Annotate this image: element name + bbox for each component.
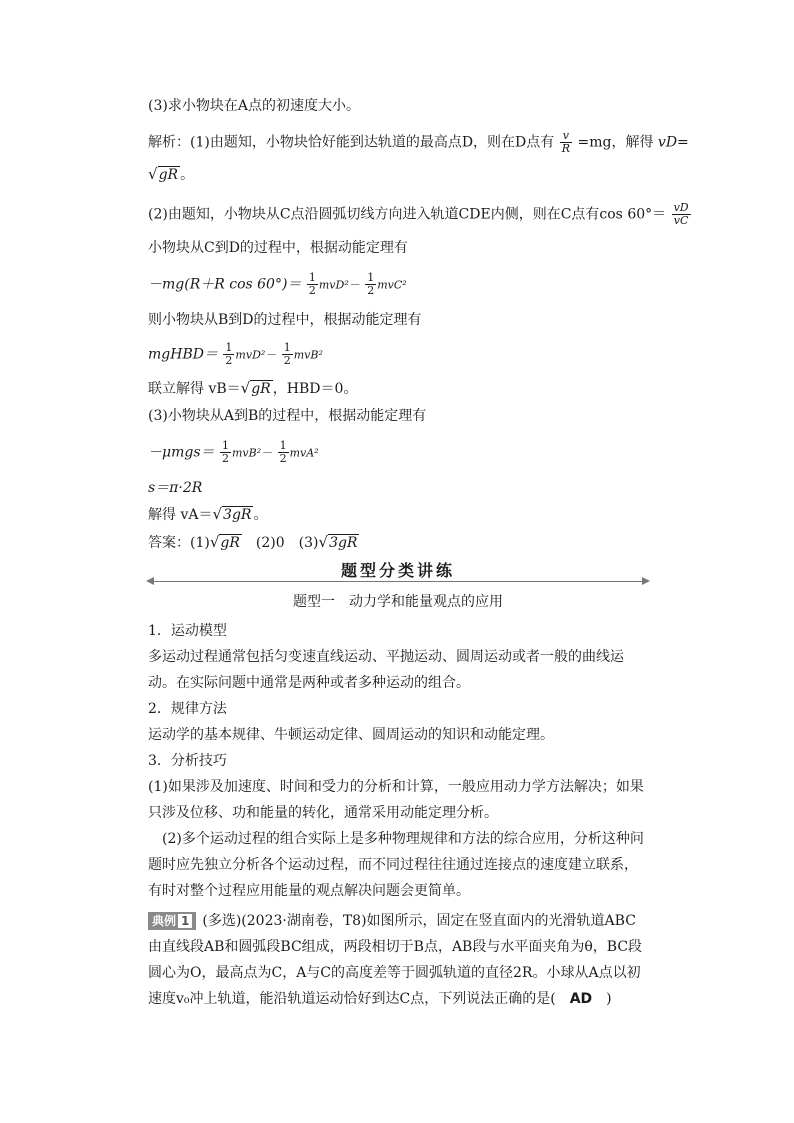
term: mvB²－ — [231, 446, 273, 460]
answer-text: 答案：(1) — [148, 535, 210, 551]
term: mvD²－ — [235, 348, 277, 362]
numerator: 1 — [367, 271, 375, 284]
divider — [148, 581, 648, 582]
solution-text: (2)由题知，小物块从C点沿圆弧切线方向进入轨道CDE内侧，则在C点有cos 60°＝ — [148, 206, 667, 223]
denominator: 2 — [367, 284, 375, 297]
section-title: 题型分类讲练 — [340, 561, 455, 580]
solution-text: vD= — [657, 134, 689, 151]
solution-text: 解析：(1)由题知，小物块恰好能到达轨道的最高点D，则在D点有 — [148, 134, 555, 151]
solution-line-6: 则小物块从B到D的过程中，根据动能定理有 — [148, 312, 422, 328]
sqrt-expr: 3gR — [329, 535, 358, 551]
solution-text: －mg(R＋R cos 60°)＝ — [148, 276, 302, 293]
sqrt-expr: gR — [220, 535, 240, 551]
numerator: vD — [673, 201, 689, 214]
example-1 — [148, 908, 648, 1012]
denominator: 2 — [221, 452, 229, 465]
denominator: 2 — [225, 354, 233, 367]
solution-text: 联立解得 vB＝ — [148, 381, 241, 397]
subsection-title: 题型一 动力学和能量观点的应用 — [293, 594, 503, 610]
solution-line-3 — [148, 202, 692, 227]
denominator: 2 — [279, 452, 287, 465]
solution-text: ，HBD＝0。 — [272, 381, 358, 397]
example-text-end: ) — [592, 991, 612, 1007]
numerator: 1 — [308, 271, 316, 284]
numerator: 1 — [221, 439, 229, 452]
arrow-right-icon — [642, 577, 650, 585]
paragraph: (1)如果涉及加速度、时间和受力的分析和计算，一般应用动力学方法解决；如果只涉及位移、功和能量的转化，通常采用动能定理分析。 — [148, 779, 644, 821]
fraction — [307, 272, 318, 297]
heading-motion-model: 1．运动模型 — [148, 623, 227, 639]
denominator: 2 — [308, 284, 316, 297]
solution-line-1 — [148, 130, 689, 155]
solution-text: =mg，解得 — [577, 134, 654, 151]
solution-line-8: 联立解得 vB＝√gR ，HBD＝0。 — [148, 379, 358, 397]
term: mvB² — [293, 348, 323, 362]
solution-line-4: 小物块从C到D的过程中，根据动能定理有 — [148, 240, 408, 256]
section-header — [148, 560, 648, 582]
paragraph: 多运动过程通常包括匀变速直线运动、平抛运动、圆周运动或者一般的曲线运动。在实际问题中通常是两种或者多种运动的组合。 — [148, 649, 624, 691]
denominator: 2 — [283, 354, 291, 367]
solution-line-5 — [148, 272, 407, 297]
numerator: v — [560, 130, 572, 143]
badge-number: 1 — [178, 914, 192, 928]
badge-label: 典例 — [152, 914, 177, 928]
numerator: 1 — [279, 439, 287, 452]
term: mvA² — [289, 446, 319, 460]
example-text: (多选)(2023·湖南卷，T8)如图所示，固定在竖直面内的光滑轨道ABC由直线段AB和圆弧段BC组成，两段相切于B点，AB段与水平面夹角为θ，BC段圆心为O，最高点为C，A与C的高度差等于圆弧轨道的直径2R。小球从A点以初速度v₀冲上轨道，能沿轨道运动恰好到达C点，下列说法正确的是( — [148, 913, 643, 1007]
fraction — [223, 342, 234, 367]
term: mvD²－ — [318, 278, 360, 292]
answer-text: (2)0 (3) — [241, 535, 319, 551]
sqrt-expr: 3gR — [223, 507, 252, 523]
solution-line-11: s＝π·2R — [148, 480, 203, 496]
fraction — [278, 440, 289, 465]
example-badge — [148, 912, 196, 930]
heading-techniques: 3．分析技巧 — [148, 753, 227, 769]
solution-line-12: 解得 vA＝√3gR 。 — [148, 505, 268, 523]
paragraph: 运动学的基本规律、牛顿运动定律、圆周运动的知识和动能定理。 — [148, 727, 554, 743]
content-body — [148, 618, 648, 1012]
numerator: 1 — [225, 341, 233, 354]
solution-line-9: (3)小物块从A到B的过程中，根据动能定理有 — [148, 408, 427, 424]
solution-line-7 — [148, 342, 323, 367]
question-3: (3)求小物块在A点的初速度大小。 — [148, 98, 360, 114]
solution-text: －μmgs＝ — [148, 444, 215, 461]
solution-line-10 — [148, 440, 319, 465]
fraction — [672, 202, 691, 227]
denominator: R — [561, 142, 571, 155]
example-answer: AD — [569, 991, 593, 1007]
solution-text: 。 — [253, 507, 268, 523]
fraction — [560, 130, 572, 155]
solution-text: 解得 vA＝ — [148, 507, 213, 523]
sqrt-expr: gR — [251, 381, 271, 397]
sqrt-expr: gR — [158, 167, 179, 183]
punct: 。 — [180, 167, 195, 183]
denominator: vC — [673, 214, 689, 227]
paragraph: (2)多个运动过程的组合实际上是多种物理规律和方法的综合应用，分析这种问题时应先独立分析各个运动过程，而不同过程往往通过连接点的速度建立联系，有时对整个过程应用能量的观点解决问题会更简单。 — [148, 831, 644, 899]
answer-line: 答案：(1)√gR (2)0 (3)√3gR — [148, 533, 358, 551]
numerator: 1 — [283, 341, 291, 354]
fraction — [365, 272, 376, 297]
heading-rules: 2．规律方法 — [148, 701, 227, 717]
term: mvC² — [377, 278, 407, 292]
fraction — [220, 440, 231, 465]
solution-text: mgHBD＝ — [148, 346, 218, 363]
solution-line-2: √gR 。 — [148, 165, 195, 183]
arrow-left-icon — [146, 577, 154, 585]
fraction — [282, 342, 293, 367]
